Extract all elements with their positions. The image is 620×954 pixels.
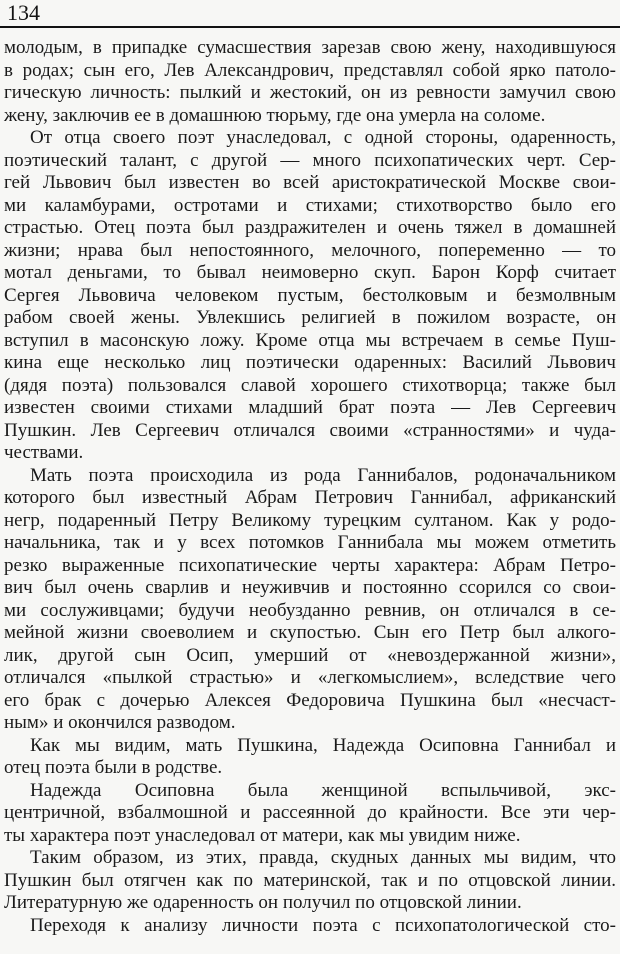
text-line: известен своими стихами младший брат поэта — Лев Сергеевич bbox=[4, 397, 616, 418]
text-line: Мать поэта происходила из рода Ганнибалов, родоначальником bbox=[30, 464, 616, 486]
text-line: лик, другой сын Осип, умерший от «невоздержанной жизни», bbox=[4, 644, 616, 666]
text-line: Пушкин. Лев Сергеевич отличался своими «странностями» и чуда- bbox=[4, 419, 616, 441]
text-line: гей Львович был известен во всей аристократической Москве свои- bbox=[4, 172, 616, 193]
text-line: Как мы видим, мать Пушкина, Надежда Осиповна Ганнибал и bbox=[30, 734, 616, 756]
text-line: страстью. Отец поэта был раздражителен и очень тяжел в домашней bbox=[4, 217, 616, 238]
text-line: молодым, в припадке сумасшествия зарезав свою жену, находившуюся bbox=[4, 37, 616, 58]
text-line: Надежда Осиповна была женщиной вспыльчивой, экс- bbox=[30, 779, 616, 801]
text-line: От отца своего поэт унаследовал, с одной стороны, одаренность, bbox=[30, 127, 616, 148]
text-line: чествами. bbox=[4, 442, 84, 463]
text-line: Таким образом, из этих, правда, скудных данных мы видим, что bbox=[30, 847, 616, 868]
paragraph bbox=[4, 127, 616, 465]
text-line: поэтический талант, с другой — много психопатических черт. Сер- bbox=[4, 149, 616, 171]
paragraph bbox=[4, 847, 616, 915]
page-number: 134 bbox=[7, 0, 40, 25]
text-line: резко выраженные психопатические черты характера: Абрам Петро- bbox=[4, 554, 616, 576]
paragraph bbox=[4, 915, 616, 938]
text-line: ным» и окончился разводом. bbox=[4, 712, 236, 733]
text-line: жизни; нрава был непостоянного, мелочного, попеременно — то bbox=[4, 239, 616, 261]
paragraph bbox=[4, 735, 616, 780]
text-line: кина еще несколько лиц поэтически одаренных: Василий Львович bbox=[4, 352, 616, 373]
text-line: которого был известный Абрам Петрович Ганнибал, африканский bbox=[4, 487, 616, 508]
text-line: ми сослуживцами; будучи необузданно ревнив, он отличался в се- bbox=[4, 599, 616, 621]
text-line: Сергея Львовича человеком пустым, бестолковым и безмолвным bbox=[4, 284, 616, 306]
text-line: в родах; сын его, Лев Александрович, представлял собой ярко патоло- bbox=[4, 59, 616, 81]
paragraph bbox=[4, 37, 616, 127]
text-line: отличался «пылкой страстью» и «легкомыслием», вследствие чего bbox=[4, 667, 616, 688]
text-line: Пушкин был отягчен как по материнской, так и по отцовской линии. bbox=[4, 869, 616, 891]
text-line: негр, подаренный Петру Великому турецким султаном. Как у родо- bbox=[4, 509, 616, 531]
paragraph bbox=[4, 465, 616, 735]
text-line: мотал деньгами, то бывал неимоверно скуп. Барон Корф считает bbox=[4, 262, 616, 283]
text-line: начальника, так и у всех потомков Ганнибала мы можем отметить bbox=[4, 532, 616, 553]
text-line: ты характера поэт унаследовал от матери, как мы увидим ниже. bbox=[4, 824, 521, 846]
text-line: рабом своей жены. Увлекшись религией в пожилом возрасте, он bbox=[4, 307, 616, 328]
text-line: вич был очень сварлив и неуживчив и постоянно ссорился со свои- bbox=[4, 577, 616, 598]
paragraph bbox=[4, 780, 616, 848]
text-line: отец поэта были в родстве. bbox=[4, 757, 223, 778]
text-line: центричной, взбалмошной и рассеянной до крайности. Все эти чер- bbox=[4, 802, 616, 823]
header-rule bbox=[0, 26, 620, 28]
text-line: гическую личность: пылкий и жестокий, он из ревности замучил свою bbox=[4, 82, 616, 103]
text-line: Переходя к анализу личности поэта с психопатологической сто- bbox=[30, 914, 616, 936]
text-line: вступил в масонскую ложу. Кроме отца мы встречаем в семье Пуш- bbox=[4, 329, 616, 351]
text-line: Литературную же одаренность он получил по отцовской линии. bbox=[4, 892, 522, 913]
body-text bbox=[0, 37, 620, 937]
text-line: мейной жизни своеволием и скупостью. Сын его Петр был алкого- bbox=[4, 622, 616, 643]
text-line: жену, заключив ее в домашнюю тюрьму, где она умерла на соломе. bbox=[4, 104, 546, 126]
text-line: его брак с дочерью Алексея Федоровича Пушкина был «несчаст- bbox=[4, 689, 616, 711]
text-line: ми каламбурами, остротами и стихами; стихотворство было его bbox=[4, 194, 616, 216]
text-line: (дядя поэта) пользовался славой хорошего стихотворца; также был bbox=[4, 374, 616, 396]
